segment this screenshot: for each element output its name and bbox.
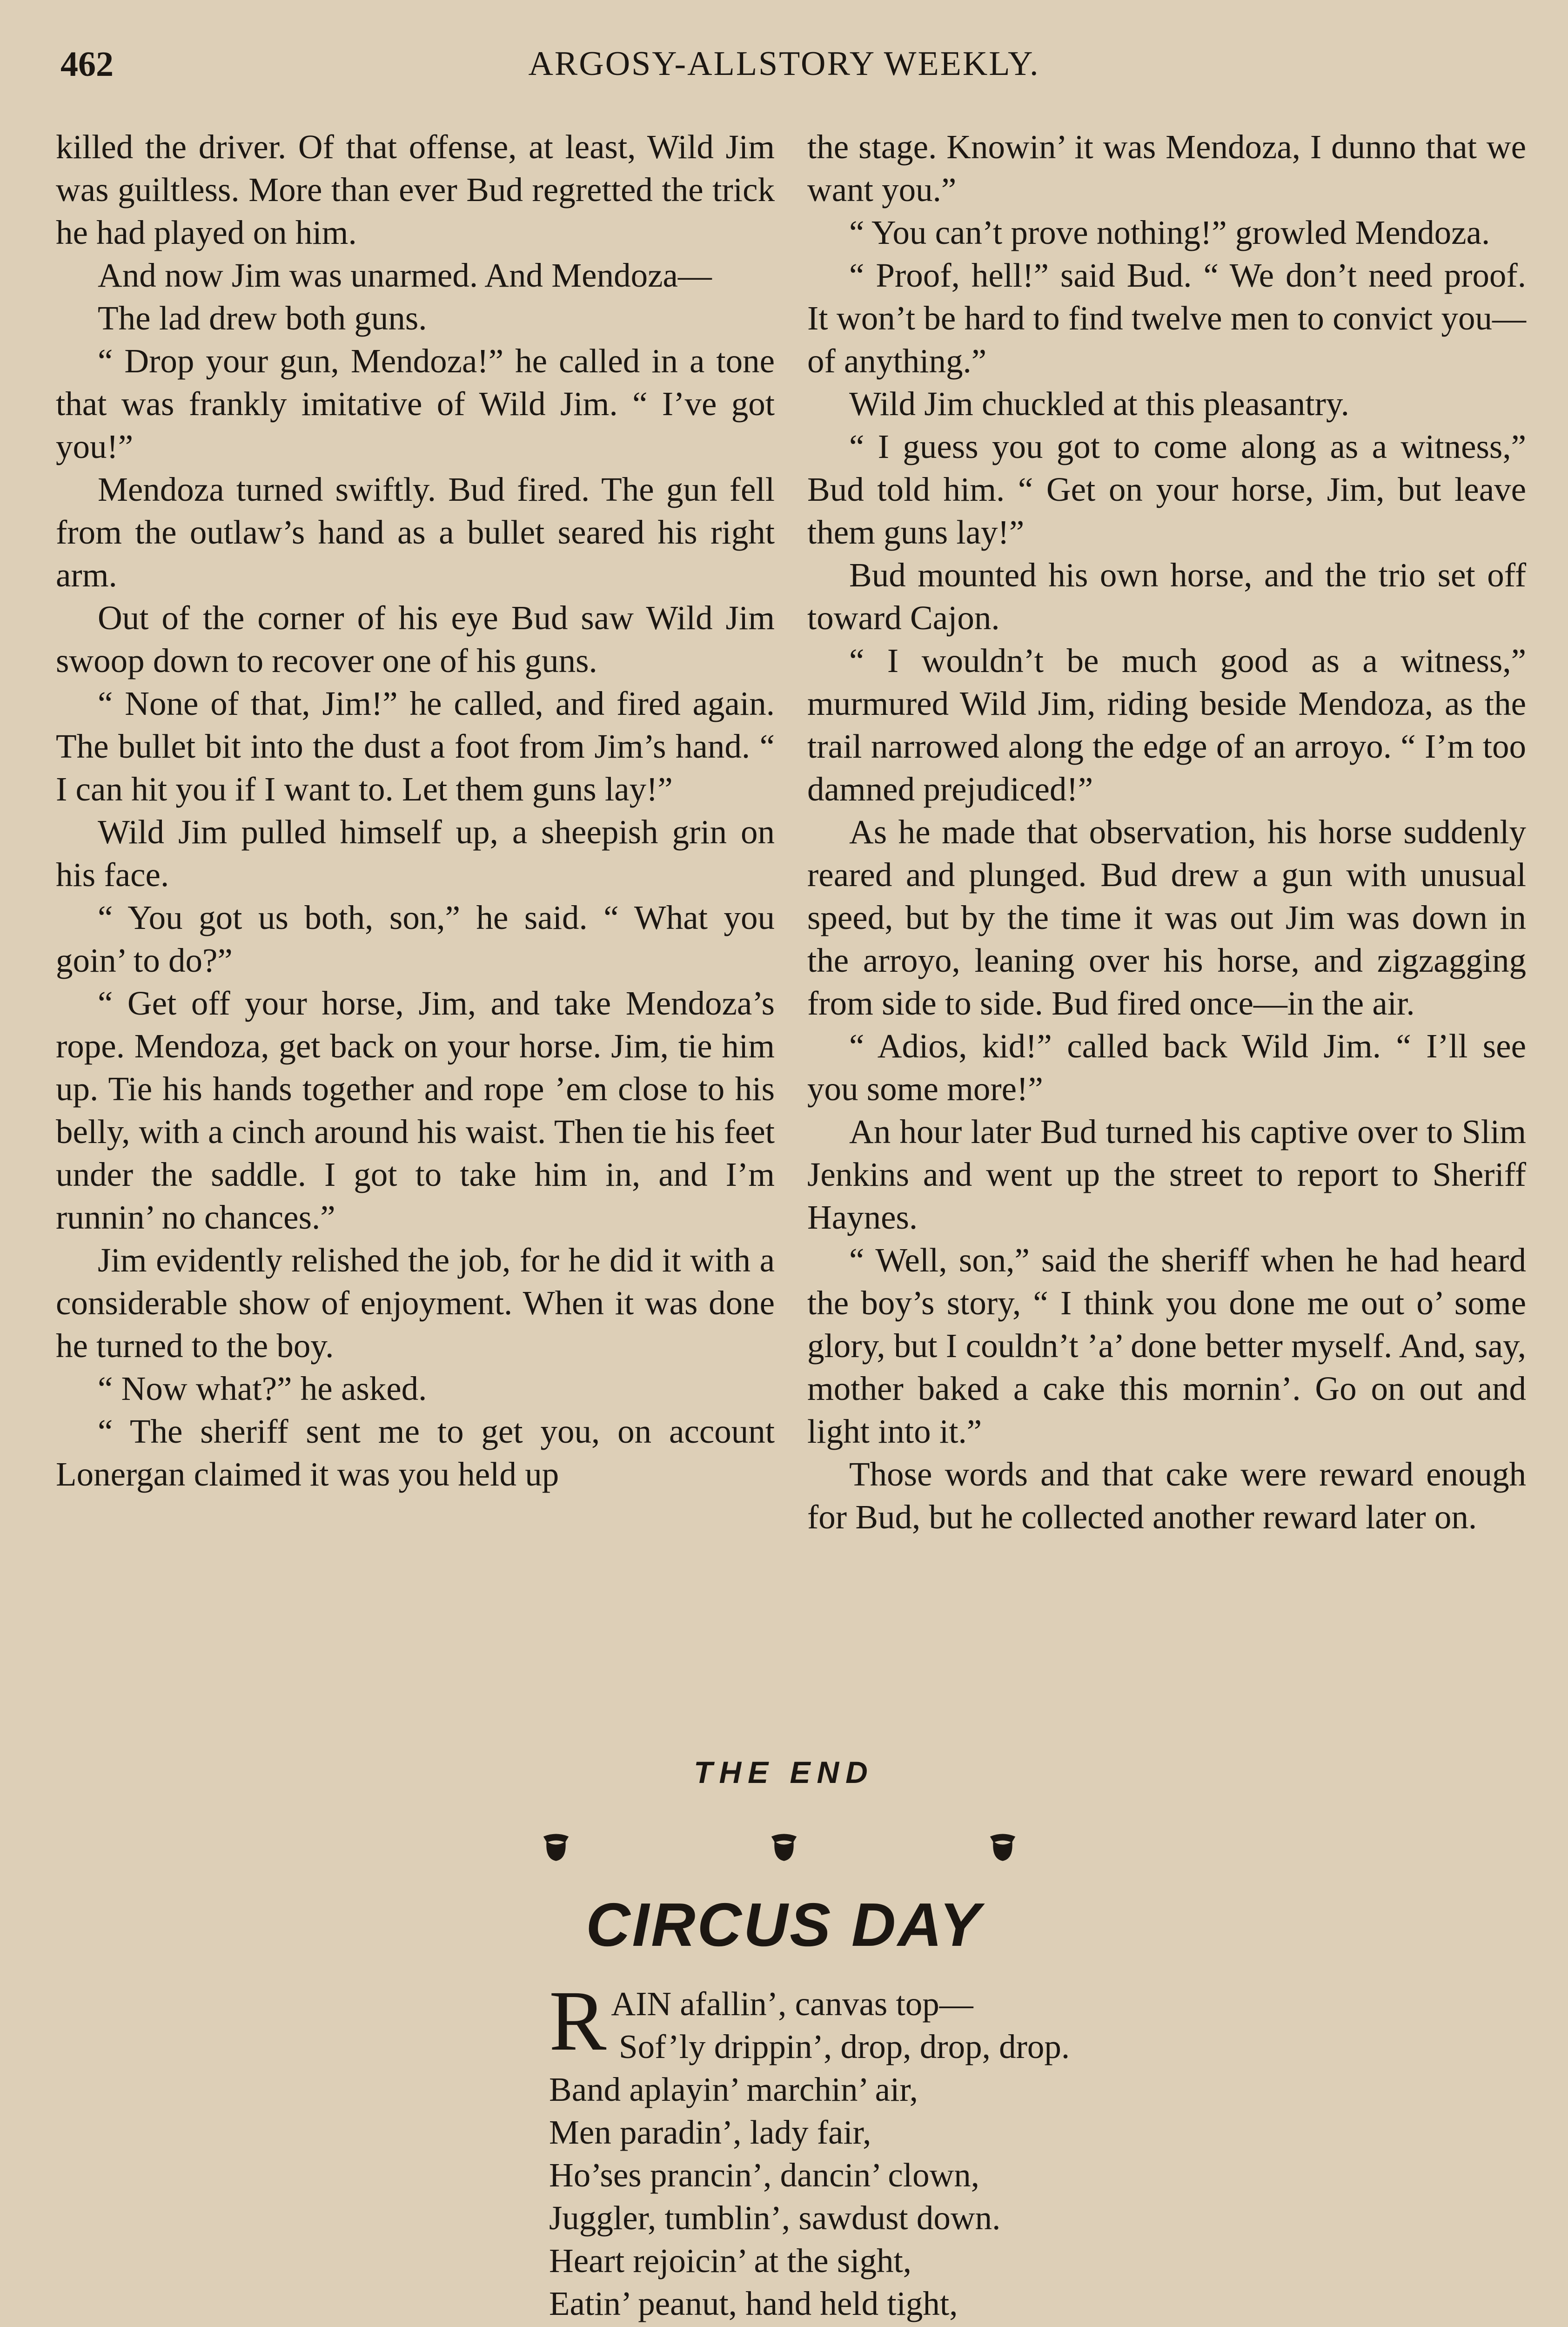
ornament-icon — [768, 1831, 800, 1864]
paragraph: “ Proof, hell!” said Bud. “ We don’t need proof. It won’t be hard to find twelve men to convict you—of anything.” — [807, 256, 1526, 380]
paragraph: killed the driver. Of that offense, at least, Wild Jim was guiltless. More than ever Bud regretted the trick he had played on him. — [56, 128, 775, 251]
page-header — [60, 44, 1508, 95]
paragraph: As he made that observation, his horse suddenly reared and plunged. Bud drew a gun with unusual speed, but by the time it was out Jim was down in the arroyo, leaning over his horse, and zigzagging from side to side. Bud fired once—in the air. — [807, 813, 1526, 1022]
drop-cap: R — [549, 1973, 607, 2069]
paragraph: Jim evidently relished the job, for he did it with a considerable show of enjoyment. When it was done he turned to the boy. — [56, 1241, 775, 1365]
paragraph: “ You can’t prove nothing!” growled Mendoza. — [849, 214, 1490, 251]
paragraph: “ Get off your horse, Jim, and take Mendoza’s rope. Mendoza, get back on your horse. Jim, tie him up. Tie his hands together and rope ’em close to his belly, with a cinch around his waist. Then tie his feet under the saddle. I got to take him in, and I’m runnin’ no chances.” — [56, 984, 775, 1236]
poem-line: Eatin’ peanut, hand held tight, — [549, 2285, 958, 2322]
poem-line: AIN afallin’, canvas top— — [611, 1985, 973, 2023]
ornament-icon — [540, 1831, 572, 1864]
paragraph: Mendoza turned swiftly. Bud fired. The gun fell from the outlaw’s hand as a bullet seared his right arm. — [56, 471, 775, 594]
paragraph: Out of the corner of his eye Bud saw Wild Jim swoop down to recover one of his guns. — [56, 599, 775, 679]
paragraph: “ I guess you got to come along as a witness,” Bud told him. “ Get on your horse, Jim, but leave them guns lay!” — [807, 428, 1526, 551]
poem-line: Ho’ses prancin’, dancin’ clown, — [549, 2156, 980, 2194]
ornament-icon — [986, 1831, 1019, 1864]
poem — [549, 1973, 1293, 2327]
poem-opening — [549, 1973, 1293, 2069]
paragraph: The lad drew both guns. — [98, 299, 427, 337]
paragraph: Bud mounted his own horse, and the trio set off toward Cajon. — [807, 556, 1526, 637]
paragraph: “ None of that, Jim!” he called, and fired again. The bullet bit into the dust a foot from Jim’s hand. “ I can hit you if I want to. Let them guns lay!” — [56, 685, 775, 808]
poem-line: Juggler, tumblin’, sawdust down. — [549, 2199, 1001, 2237]
poem-title: CIRCUS DAY — [586, 1890, 982, 1959]
poem-line: Heart rejoicin’ at the sight, — [549, 2242, 912, 2280]
paragraph: “ You got us both, son,” he said. “ What you goin’ to do?” — [56, 899, 775, 979]
paragraph: An hour later Bud turned his captive over to Slim Jenkins and went up the street to report to Sheriff Haynes. — [807, 1113, 1526, 1236]
poem-line: Sof’ly drippin’, drop, drop, drop. — [619, 2028, 1070, 2065]
paragraph: Wild Jim chuckled at this pleasantry. — [849, 385, 1349, 423]
section-ornaments — [0, 1831, 1568, 1873]
paragraph: Wild Jim pulled himself up, a sheepish grin on his face. — [56, 813, 775, 894]
poem-line: Men paradin’, lady fair, — [549, 2113, 871, 2151]
running-head: ARGOSY-ALLSTORY WEEKLY. — [528, 45, 1040, 83]
story-column-left — [56, 126, 775, 1496]
paragraph: And now Jim was unarmed. And Mendoza— — [98, 256, 712, 294]
paragraph: “ I wouldn’t be much good as a witness,” murmured Wild Jim, riding beside Mendoza, as the trail narrowed along the edge of an arroyo. “ I’m too damned prejudiced!” — [807, 642, 1526, 808]
page-number: 462 — [60, 45, 114, 84]
poem-line — [549, 2325, 1293, 2327]
paragraph: “ The sheriff sent me to get you, on account Lonergan claimed it was you held up — [56, 1412, 775, 1493]
paragraph: “ Adios, kid!” called back Wild Jim. “ I’ll see you some more!” — [807, 1027, 1526, 1108]
the-end-heading: THE END — [694, 1755, 874, 1789]
paragraph: the stage. Knowin’ it was Mendoza, I dunno that we want you.” — [807, 128, 1526, 208]
paragraph: “ Now what?” he asked. — [98, 1370, 427, 1407]
paragraph: Those words and that cake were reward enough for Bud, but he collected another reward later on. — [807, 1455, 1526, 1536]
paragraph: “ Well, son,” said the sheriff when he had heard the boy’s story, “ I think you done me out o’ some glory, but I couldn’t ’a’ done better myself. And, say, mother baked a cake this mornin’. Go on out and light into it.” — [807, 1241, 1526, 1450]
paragraph: “ Drop your gun, Mendoza!” he called in a tone that was frankly imitative of Wild Jim. “ I’ve got you!” — [56, 342, 775, 465]
story-column-right — [807, 126, 1526, 1539]
poem-line: Band aplayin’ marchin’ air, — [549, 2071, 918, 2108]
